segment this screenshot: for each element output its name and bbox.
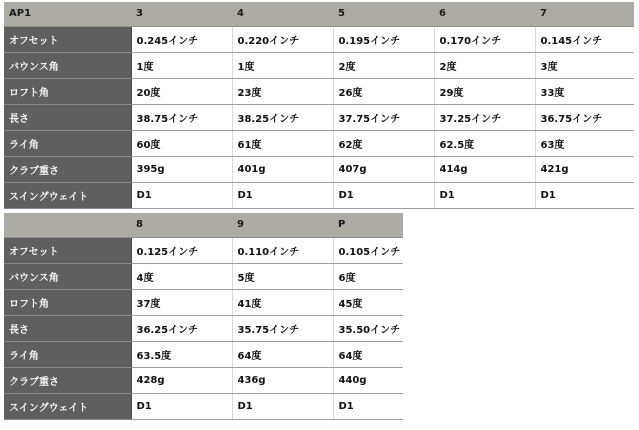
row-label: クラブ重さ: [4, 156, 131, 182]
table-cell: 2度: [333, 52, 434, 78]
table-cell: 395g: [131, 156, 232, 182]
table-cell: 29度: [434, 78, 535, 104]
table-row-swingweight: [4, 393, 403, 419]
table-cell: 35.50インチ: [333, 315, 403, 341]
table-row-offset: [4, 237, 403, 263]
row-label: 長さ: [4, 315, 131, 341]
table-cell: 0.170インチ: [434, 26, 535, 52]
table-cell: 61度: [232, 130, 333, 156]
table-cell: 401g: [232, 156, 333, 182]
row-label: バウンス角: [4, 52, 131, 78]
table-row-lie: [4, 341, 403, 367]
row-label: クラブ重さ: [4, 367, 131, 393]
table-cell: 440g: [333, 367, 403, 393]
table-row-loft: [4, 289, 403, 315]
table-cell: 26度: [333, 78, 434, 104]
table-cell: 33度: [535, 78, 634, 104]
table-cell: 63.5度: [131, 341, 232, 367]
table-cell: 6度: [333, 263, 403, 289]
table-cell: 36.75インチ: [535, 104, 634, 130]
table-cell: 37度: [131, 289, 232, 315]
table-row-weight: [4, 156, 634, 182]
row-label: スイングウェイト: [4, 182, 131, 208]
column-header: 9: [232, 213, 333, 237]
table-cell: D1: [333, 393, 403, 419]
spec-table-irons-3-7: [4, 2, 634, 209]
table-row-bounce: [4, 52, 634, 78]
table-cell: 0.220インチ: [232, 26, 333, 52]
table-cell: 436g: [232, 367, 333, 393]
table-cell: 35.75インチ: [232, 315, 333, 341]
table-row-length: [4, 315, 403, 341]
row-label: ロフト角: [4, 78, 131, 104]
table-cell: 0.145インチ: [535, 26, 634, 52]
table-cell: 3度: [535, 52, 634, 78]
table-cell: D1: [131, 182, 232, 208]
table-cell: 62.5度: [434, 130, 535, 156]
table-cell: 0.125インチ: [131, 237, 232, 263]
column-header: 7: [535, 2, 634, 26]
table-cell: 5度: [232, 263, 333, 289]
table-cell: 37.25インチ: [434, 104, 535, 130]
column-header: 3: [131, 2, 232, 26]
table-cell: 23度: [232, 78, 333, 104]
table-cell: D1: [434, 182, 535, 208]
table-cell: 1度: [232, 52, 333, 78]
table-row-bounce: [4, 263, 403, 289]
table-cell: 0.105インチ: [333, 237, 403, 263]
row-label: オフセット: [4, 237, 131, 263]
table-cell: D1: [333, 182, 434, 208]
column-header: 4: [232, 2, 333, 26]
table-cell: 63度: [535, 130, 634, 156]
table-cell: 64度: [232, 341, 333, 367]
row-label: ライ角: [4, 130, 131, 156]
table-row-loft: [4, 78, 634, 104]
row-label: ロフト角: [4, 289, 131, 315]
table-row-length: [4, 104, 634, 130]
table-cell: D1: [232, 182, 333, 208]
table-title: [4, 213, 131, 237]
table-cell: 0.195インチ: [333, 26, 434, 52]
table-cell: 20度: [131, 78, 232, 104]
table-cell: 4度: [131, 263, 232, 289]
spec-table-irons-8-p: [4, 213, 403, 420]
row-label: スイングウェイト: [4, 393, 131, 419]
table-header-row: [4, 2, 634, 26]
table-row-weight: [4, 367, 403, 393]
table-cell: 421g: [535, 156, 634, 182]
table-cell: 45度: [333, 289, 403, 315]
table-cell: 1度: [131, 52, 232, 78]
table-row-swingweight: [4, 182, 634, 208]
row-label: 長さ: [4, 104, 131, 130]
table-cell: 38.25インチ: [232, 104, 333, 130]
table-cell: 2度: [434, 52, 535, 78]
column-header: 8: [131, 213, 232, 237]
row-label: ライ角: [4, 341, 131, 367]
table-header-row: [4, 213, 403, 237]
row-label: オフセット: [4, 26, 131, 52]
table-row-offset: [4, 26, 634, 52]
column-header: 6: [434, 2, 535, 26]
table-cell: 407g: [333, 156, 434, 182]
table-cell: D1: [535, 182, 634, 208]
table-cell: D1: [232, 393, 333, 419]
table-cell: 64度: [333, 341, 403, 367]
table-cell: 0.110インチ: [232, 237, 333, 263]
table-cell: 38.75インチ: [131, 104, 232, 130]
column-header: P: [333, 213, 403, 237]
table-cell: 62度: [333, 130, 434, 156]
table-cell: 36.25インチ: [131, 315, 232, 341]
table-cell: 41度: [232, 289, 333, 315]
table-cell: 37.75インチ: [333, 104, 434, 130]
table-cell: 60度: [131, 130, 232, 156]
table-title: AP1: [4, 2, 131, 26]
table-cell: 414g: [434, 156, 535, 182]
table-cell: 428g: [131, 367, 232, 393]
table-cell: 0.245インチ: [131, 26, 232, 52]
table-cell: D1: [131, 393, 232, 419]
table-row-lie: [4, 130, 634, 156]
row-label: バウンス角: [4, 263, 131, 289]
column-header: 5: [333, 2, 434, 26]
